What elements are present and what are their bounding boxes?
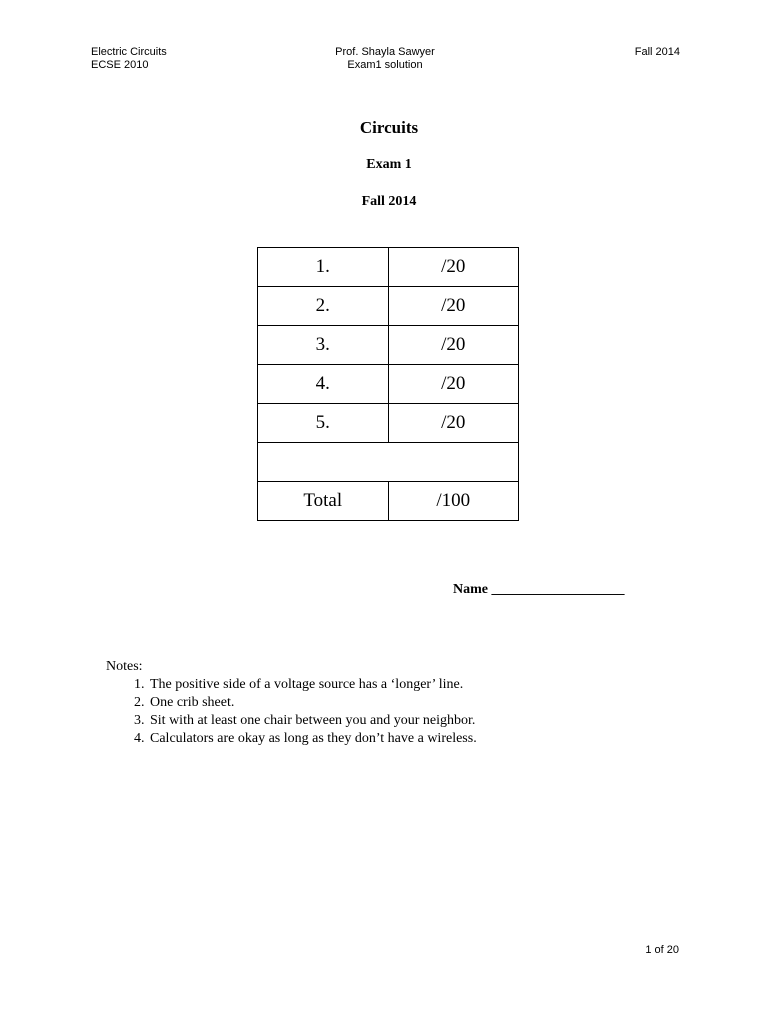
question-number: 4. — [258, 365, 389, 404]
list-item: 4. Calculators are okay as long as they don’t have a wireless. — [148, 730, 477, 748]
table-row — [258, 248, 519, 287]
blank-row — [258, 443, 519, 482]
list-item: 1. The positive side of a voltage source has a ‘longer’ line. — [148, 676, 477, 694]
total-row — [258, 482, 519, 521]
score-table — [257, 247, 519, 521]
question-points: /20 — [388, 365, 519, 404]
total-label: Total — [258, 482, 389, 521]
document-subtitle: Exam1 solution — [347, 59, 423, 71]
course-code: ECSE 2010 — [91, 59, 149, 71]
course-name: Electric Circuits — [91, 46, 167, 58]
exam-number: Exam 1 — [366, 157, 412, 172]
page-title: Circuits — [359, 118, 419, 137]
header-term: Fall 2014 — [634, 46, 680, 58]
name-field: Name ___________________ — [453, 582, 625, 597]
notes-heading: Notes: — [106, 659, 143, 674]
question-number: 2. — [258, 287, 389, 326]
question-number: 1. — [258, 248, 389, 287]
total-points: /100 — [388, 482, 519, 521]
question-points: /20 — [388, 287, 519, 326]
instructor-name: Prof. Shayla Sawyer — [335, 46, 435, 58]
blank-cell — [258, 443, 519, 482]
question-points: /20 — [388, 248, 519, 287]
question-points: /20 — [388, 326, 519, 365]
exam-term: Fall 2014 — [361, 194, 417, 209]
table-row — [258, 326, 519, 365]
table-row — [258, 287, 519, 326]
table-row — [258, 365, 519, 404]
question-number: 5. — [258, 404, 389, 443]
list-item: 2. One crib sheet. — [148, 694, 477, 712]
table-row — [258, 404, 519, 443]
question-points: /20 — [388, 404, 519, 443]
list-item: 3. Sit with at least one chair between you and your neighbor. — [148, 712, 477, 730]
notes-section — [106, 658, 477, 748]
question-number: 3. — [258, 326, 389, 365]
notes-list — [106, 676, 477, 748]
page-number: 1 of 20 — [645, 944, 679, 956]
